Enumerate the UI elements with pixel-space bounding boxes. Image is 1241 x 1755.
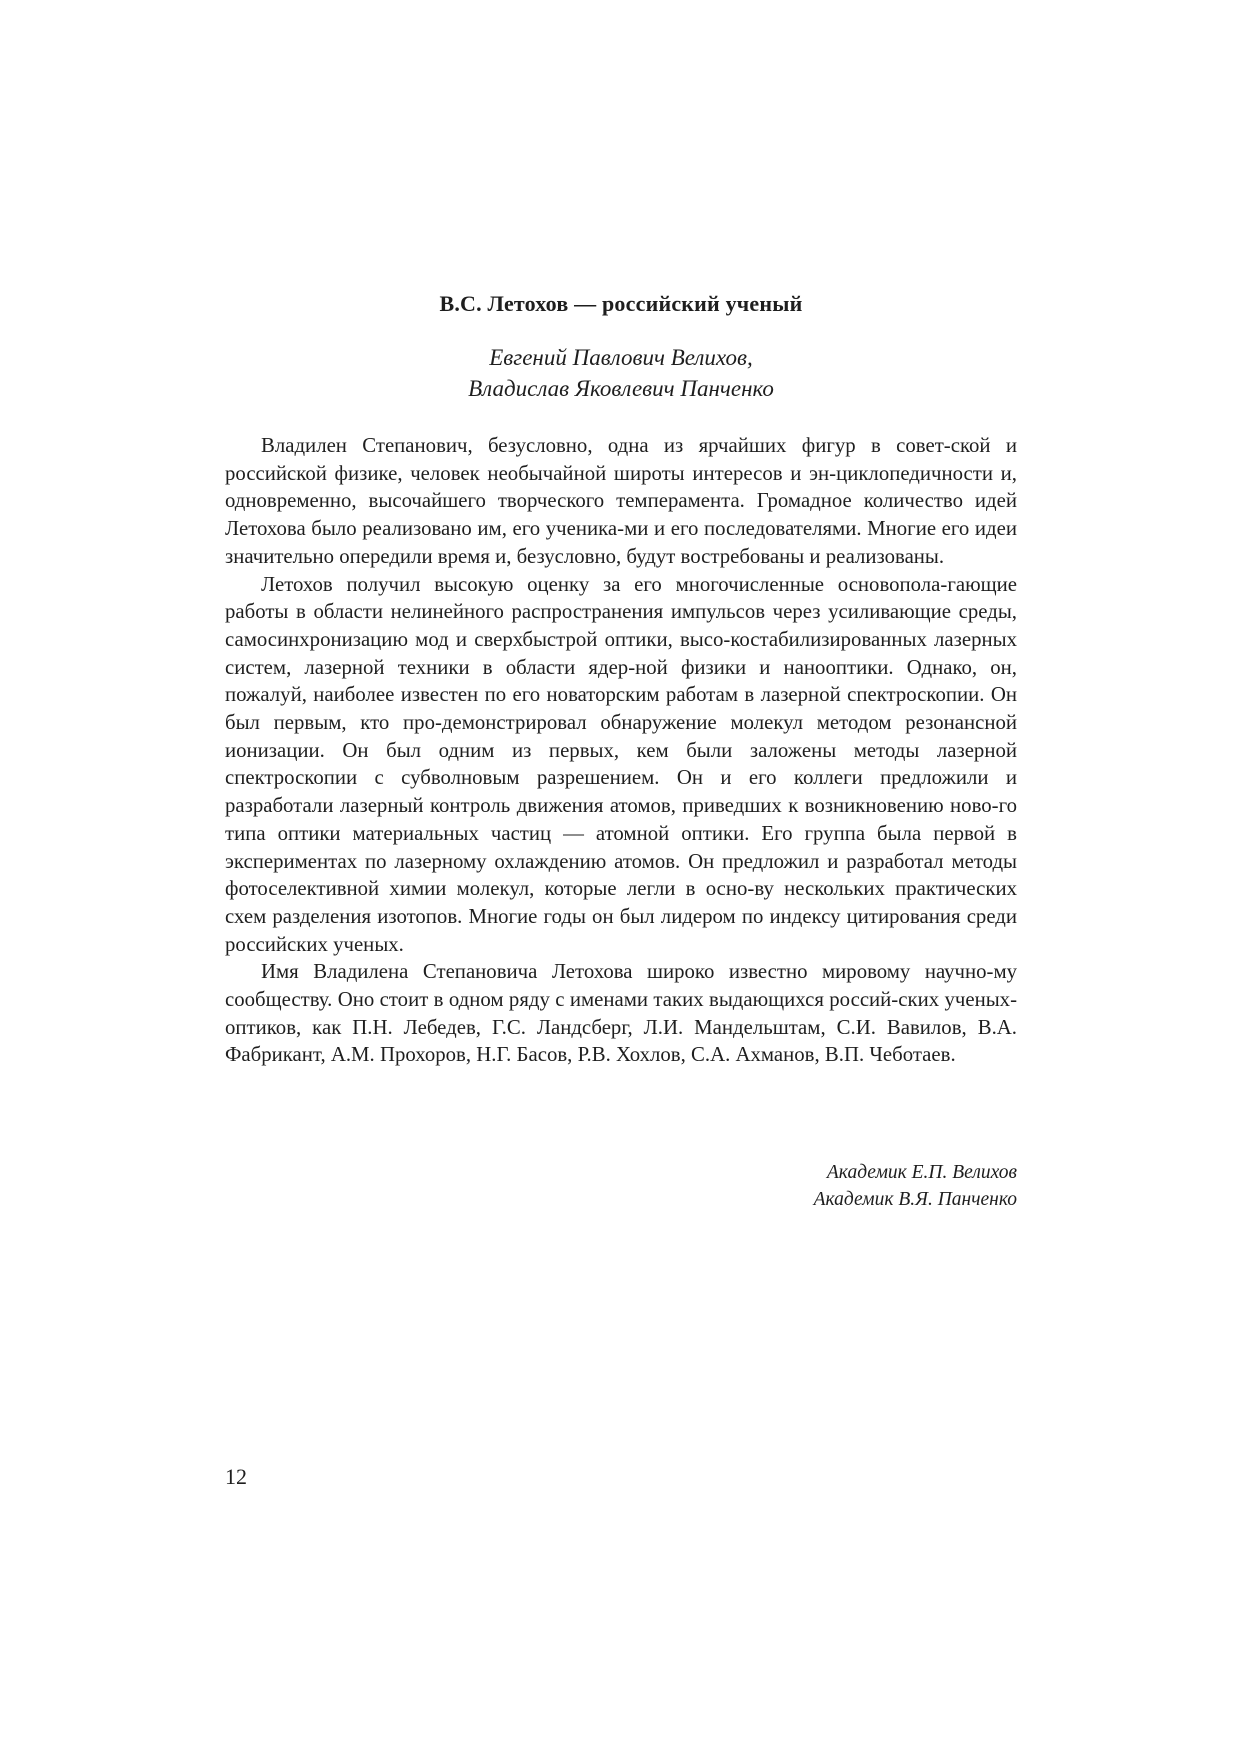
author-name: Евгений Павлович Велихов, (489, 345, 753, 370)
page-number: 12 (225, 1464, 247, 1489)
body-paragraph: Имя Владилена Степановича Летохова широко известно мировому научно-му сообществу. Оно стоит в одном ряду с именами таких выдающихся россий-ских ученых-оптиков, как П.Н. Лебедев, Г.С. Ландсберг, Л.И. Мандельштам, С.И. Вавилов, В.А. Фабрикант, А.М. Прохоров, Н.Г. Басов, Р.В. Хохлов, С.А. Ахманов, В.П. Чеботаев. (225, 960, 1017, 1067)
author-name: Владислав Яковлевич Панченко (468, 376, 774, 401)
signature-line: Академик В.Я. Панченко (813, 1189, 1017, 1210)
article-title: В.С. Летохов — российский ученый (439, 291, 803, 316)
article-body (225, 432, 1017, 1069)
signature-line: Академик Е.П. Велихов (826, 1162, 1017, 1183)
signature-block (560, 1159, 1017, 1213)
body-paragraph: Летохов получил высокую оценку за его многочисленные основопола-гающие работы в области нелинейного распространения импульсов через усиливающие среды, самосинхронизацию мод и сверхбыстрой оптики, высо-костабилизированных лазерных систем, лазерной техники в области ядер-ной физики и нанооптики. Однако, он, пожалуй, наиболее известен по его новаторским работам в лазерной спектроскопии. Он был первым, кто про-демонстрировал обнаружение молекул методом резонансной ионизации. Он был одним из первых, кем были заложены методы лазерной спектроскопии с субволновым разрешением. Он и его коллеги предложили и разработали лазерный контроль движения атомов, приведших к возникновению ново-го типа оптики материальных частиц — атомной оптики. Его группа была первой в экспериментах по лазерному охлаждению атомов. Он предложил и разработал методы фотоселективной химии молекул, которые легли в осно-ву нескольких практических схем разделения изотопов. Многие годы он был лидером по индексу цитирования среди российских ученых. (225, 572, 1017, 956)
body-paragraph: Владилен Степанович, безусловно, одна из ярчайших фигур в совет-ской и российской физике, человек необычайной широты интересов и эн-циклопедичности и, одновременно, высочайшего творческого темперамента. Громадное количество идей Летохова было реализовано им, его ученика-ми и его последователями. Многие его идеи значительно опередили время и, безусловно, будут востребованы и реализованы. (225, 434, 1017, 568)
author-list (225, 342, 1017, 404)
